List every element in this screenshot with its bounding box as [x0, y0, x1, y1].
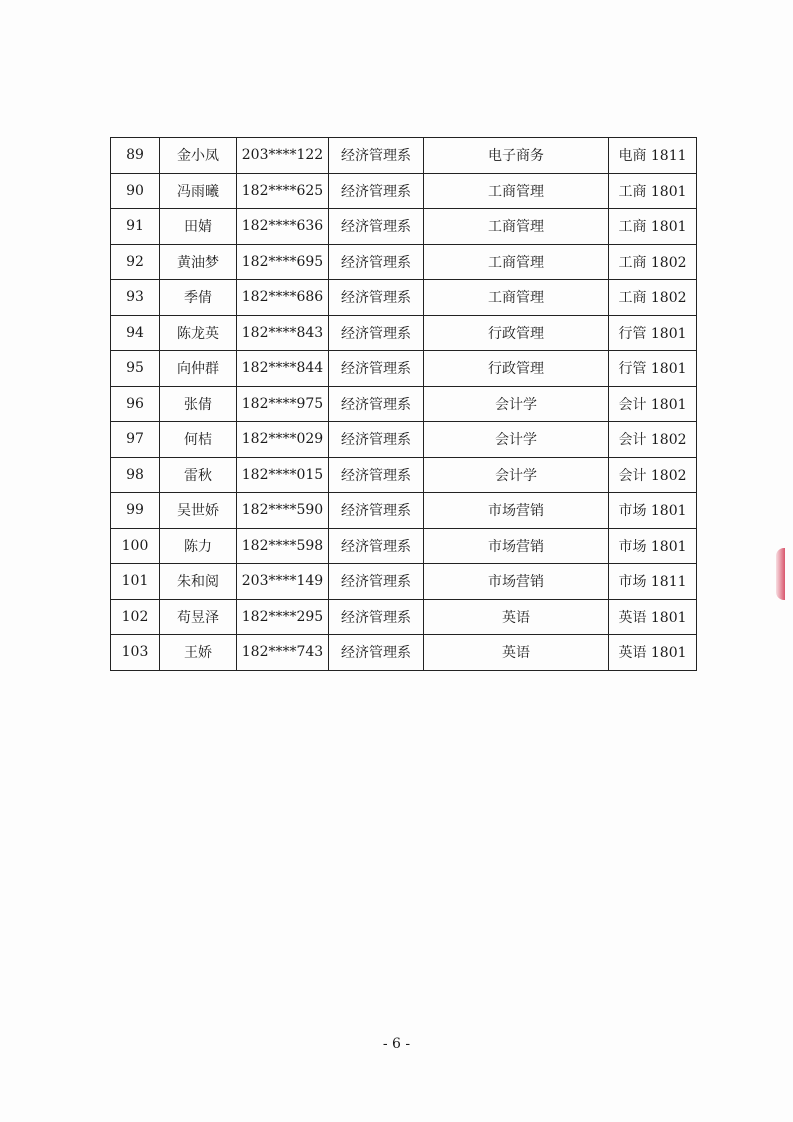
table-row [111, 280, 697, 316]
department-cell: 经济管理系 [329, 564, 424, 600]
class-cell: 英语 1801 [609, 635, 697, 671]
department-cell: 经济管理系 [329, 280, 424, 316]
department-cell: 经济管理系 [329, 244, 424, 280]
seal-stamp-edge [776, 548, 785, 600]
student-name-cell: 冯雨曦 [160, 173, 237, 209]
student-name-cell: 张倩 [160, 386, 237, 422]
class-cell: 电商 1811 [609, 138, 697, 174]
department-cell: 经济管理系 [329, 173, 424, 209]
student-name-cell: 季倩 [160, 280, 237, 316]
table-row [111, 564, 697, 600]
student-name-cell: 何桔 [160, 422, 237, 458]
phone-cell: 203****149 [237, 564, 329, 600]
class-cell: 工商 1802 [609, 280, 697, 316]
row-number-cell: 89 [111, 138, 160, 174]
table-row [111, 528, 697, 564]
department-cell: 经济管理系 [329, 457, 424, 493]
student-name-cell: 朱和阅 [160, 564, 237, 600]
major-cell: 会计学 [424, 386, 609, 422]
department-cell: 经济管理系 [329, 209, 424, 245]
table-row [111, 173, 697, 209]
major-cell: 电子商务 [424, 138, 609, 174]
phone-cell: 182****625 [237, 173, 329, 209]
row-number-cell: 93 [111, 280, 160, 316]
phone-cell: 182****686 [237, 280, 329, 316]
row-number-cell: 98 [111, 457, 160, 493]
major-cell: 行政管理 [424, 315, 609, 351]
table-row [111, 599, 697, 635]
phone-cell: 182****598 [237, 528, 329, 564]
table-row [111, 422, 697, 458]
class-cell: 工商 1801 [609, 173, 697, 209]
class-cell: 会计 1802 [609, 457, 697, 493]
class-cell: 行管 1801 [609, 351, 697, 387]
phone-cell: 182****295 [237, 599, 329, 635]
class-cell: 市场 1801 [609, 528, 697, 564]
class-cell: 行管 1801 [609, 315, 697, 351]
class-cell: 会计 1802 [609, 422, 697, 458]
phone-cell: 182****743 [237, 635, 329, 671]
table-row [111, 493, 697, 529]
department-cell: 经济管理系 [329, 351, 424, 387]
department-cell: 经济管理系 [329, 386, 424, 422]
row-number-cell: 101 [111, 564, 160, 600]
table-row [111, 635, 697, 671]
class-cell: 工商 1801 [609, 209, 697, 245]
table-row [111, 315, 697, 351]
major-cell: 市场营销 [424, 528, 609, 564]
department-cell: 经济管理系 [329, 635, 424, 671]
student-name-cell: 向仲群 [160, 351, 237, 387]
department-cell: 经济管理系 [329, 528, 424, 564]
major-cell: 工商管理 [424, 173, 609, 209]
row-number-cell: 102 [111, 599, 160, 635]
major-cell: 工商管理 [424, 209, 609, 245]
phone-cell: 182****015 [237, 457, 329, 493]
class-cell: 英语 1801 [609, 599, 697, 635]
department-cell: 经济管理系 [329, 138, 424, 174]
major-cell: 英语 [424, 635, 609, 671]
class-cell: 市场 1801 [609, 493, 697, 529]
row-number-cell: 92 [111, 244, 160, 280]
roster-body [111, 138, 697, 671]
table-row [111, 351, 697, 387]
major-cell: 行政管理 [424, 351, 609, 387]
class-cell: 市场 1811 [609, 564, 697, 600]
phone-cell: 182****029 [237, 422, 329, 458]
phone-cell: 182****636 [237, 209, 329, 245]
page-number: - 6 - [382, 1036, 411, 1052]
student-name-cell: 雷秋 [160, 457, 237, 493]
student-name-cell: 金小凤 [160, 138, 237, 174]
row-number-cell: 99 [111, 493, 160, 529]
phone-cell: 203****122 [237, 138, 329, 174]
table-row [111, 244, 697, 280]
phone-cell: 182****843 [237, 315, 329, 351]
department-cell: 经济管理系 [329, 315, 424, 351]
student-name-cell: 陈龙英 [160, 315, 237, 351]
row-number-cell: 97 [111, 422, 160, 458]
phone-cell: 182****844 [237, 351, 329, 387]
table-row [111, 138, 697, 174]
major-cell: 会计学 [424, 422, 609, 458]
row-number-cell: 91 [111, 209, 160, 245]
table-row [111, 457, 697, 493]
student-name-cell: 苟昱泽 [160, 599, 237, 635]
department-cell: 经济管理系 [329, 422, 424, 458]
class-cell: 会计 1801 [609, 386, 697, 422]
major-cell: 工商管理 [424, 244, 609, 280]
student-name-cell: 王娇 [160, 635, 237, 671]
phone-cell: 182****975 [237, 386, 329, 422]
major-cell: 会计学 [424, 457, 609, 493]
table-row [111, 386, 697, 422]
student-roster-table [110, 137, 697, 671]
row-number-cell: 103 [111, 635, 160, 671]
table-row [111, 209, 697, 245]
row-number-cell: 90 [111, 173, 160, 209]
major-cell: 英语 [424, 599, 609, 635]
row-number-cell: 96 [111, 386, 160, 422]
student-name-cell: 黄油梦 [160, 244, 237, 280]
row-number-cell: 94 [111, 315, 160, 351]
class-cell: 工商 1802 [609, 244, 697, 280]
student-name-cell: 陈力 [160, 528, 237, 564]
major-cell: 工商管理 [424, 280, 609, 316]
major-cell: 市场营销 [424, 564, 609, 600]
student-name-cell: 吴世娇 [160, 493, 237, 529]
major-cell: 市场营销 [424, 493, 609, 529]
phone-cell: 182****590 [237, 493, 329, 529]
department-cell: 经济管理系 [329, 493, 424, 529]
phone-cell: 182****695 [237, 244, 329, 280]
student-name-cell: 田婧 [160, 209, 237, 245]
row-number-cell: 95 [111, 351, 160, 387]
department-cell: 经济管理系 [329, 599, 424, 635]
row-number-cell: 100 [111, 528, 160, 564]
